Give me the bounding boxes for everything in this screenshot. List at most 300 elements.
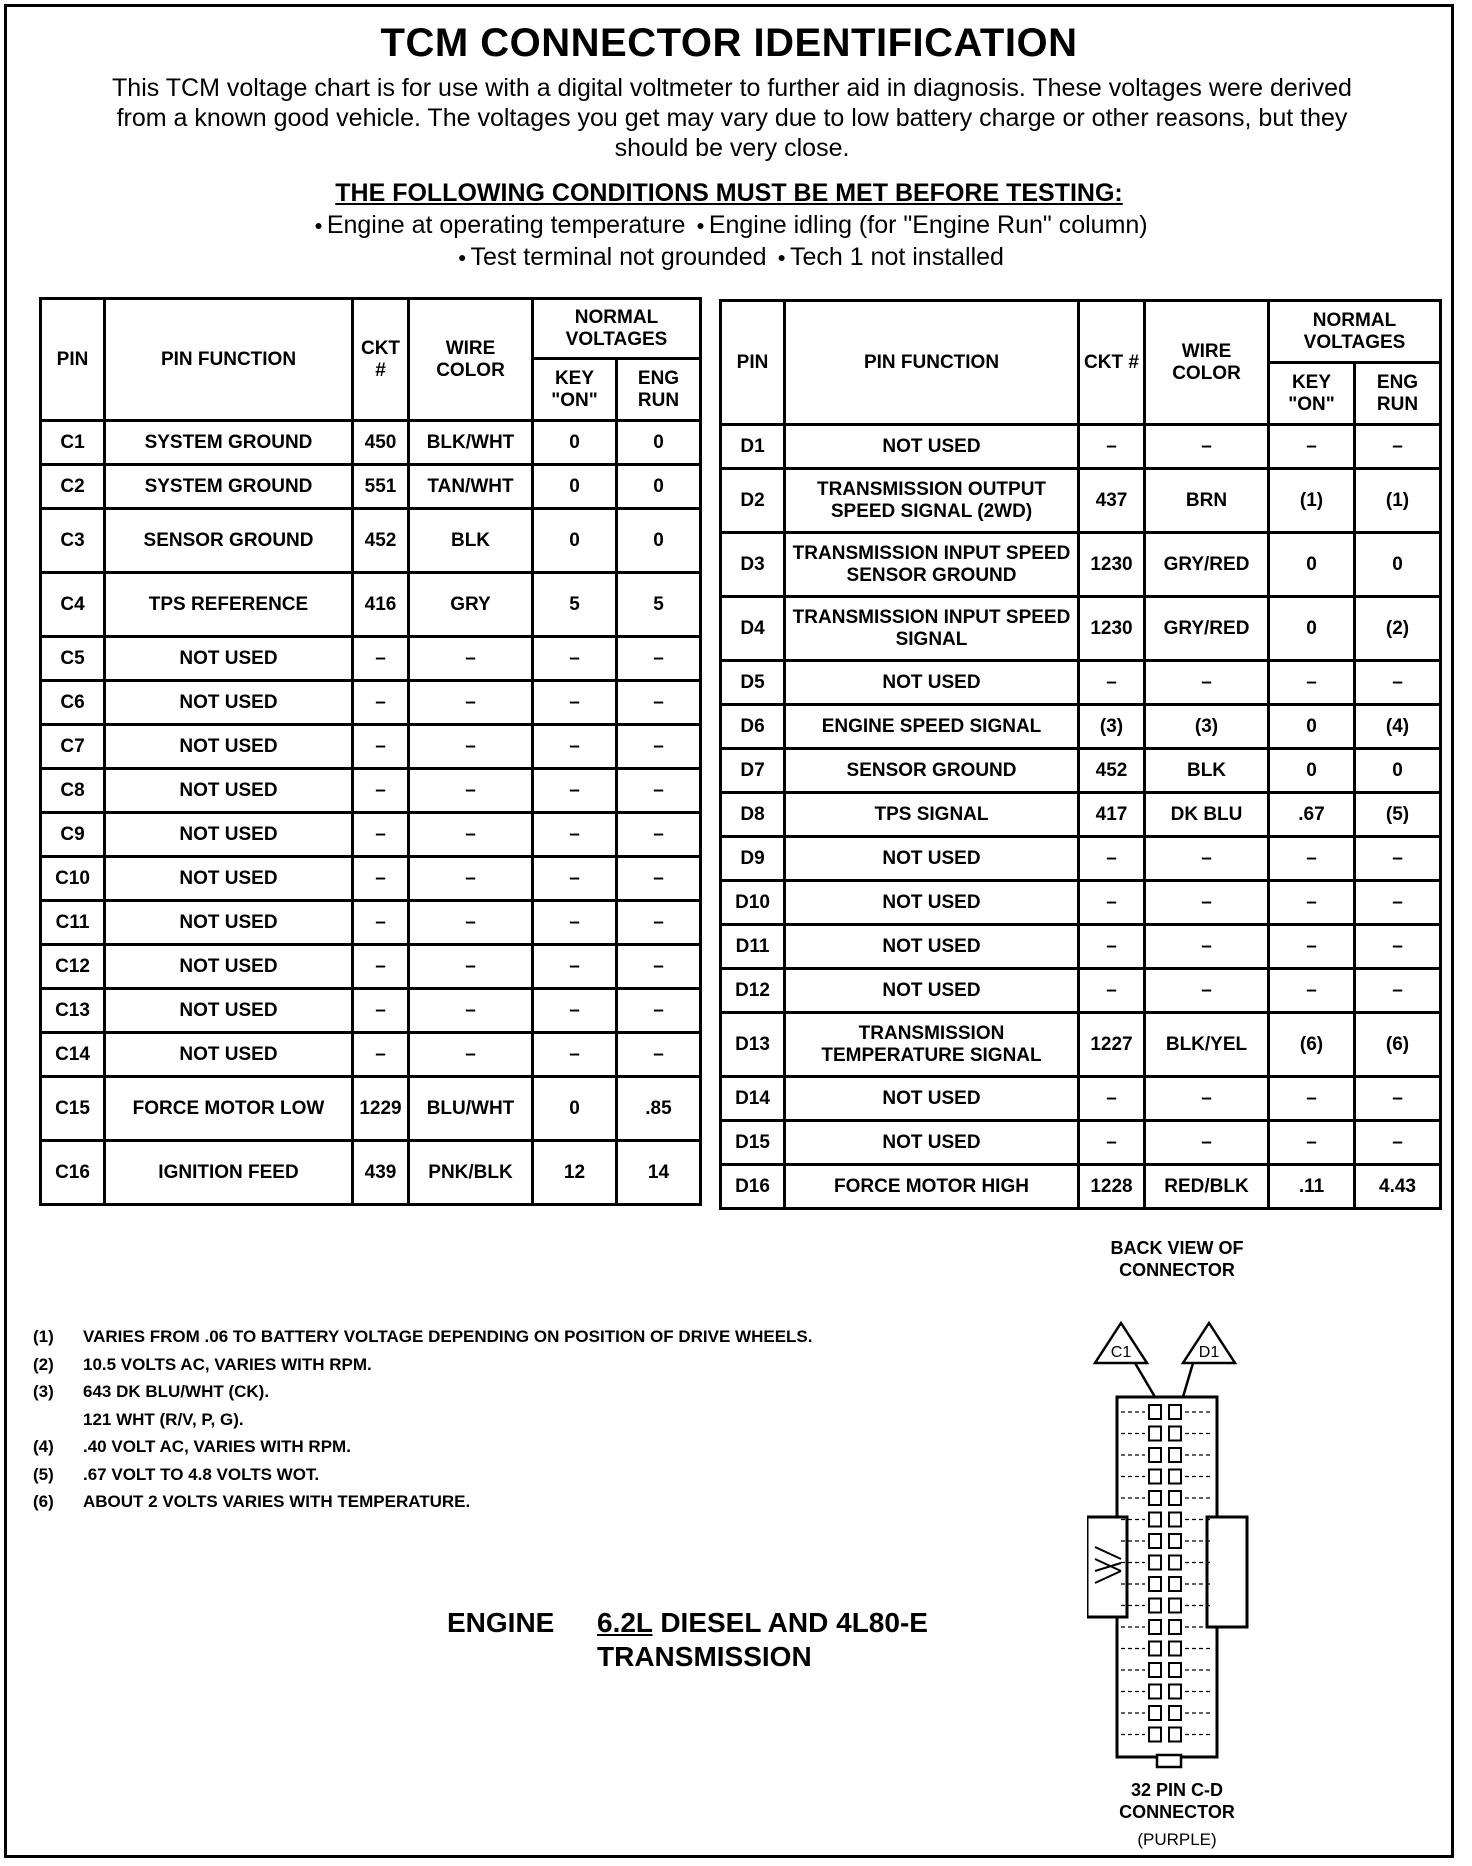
footnote-text: .40 VOLT AC, VARIES WITH RPM. — [83, 1437, 351, 1456]
footnote-text: .67 VOLT TO 4.8 VOLTS WOT. — [83, 1464, 320, 1484]
eng-run-cell: – — [617, 769, 701, 813]
table-row — [41, 813, 701, 857]
header-wire-color: WIRE COLOR — [1145, 301, 1269, 425]
ckt-cell: – — [353, 945, 409, 989]
pin-cell: C6 — [41, 681, 105, 725]
pin-cell: C9 — [41, 813, 105, 857]
key-on-cell: – — [1269, 661, 1355, 705]
condition-item: Engine at operating temperature — [326, 211, 686, 239]
wire-color-cell: GRY — [409, 573, 533, 637]
function-cell: TRANSMISSION TEMPERATURE SIGNAL — [785, 1013, 1079, 1077]
function-cell: TPS REFERENCE — [105, 573, 353, 637]
terminal-c — [1149, 1405, 1161, 1419]
table-row — [41, 989, 701, 1033]
ckt-cell: 450 — [353, 421, 409, 465]
eng-run-cell: – — [617, 725, 701, 769]
terminal-d — [1169, 1599, 1181, 1613]
pin-cell: C16 — [41, 1141, 105, 1205]
wire-color-cell: BLK — [1145, 749, 1269, 793]
engine-transmission: TRANSMISSION — [597, 1641, 812, 1672]
ckt-cell: – — [1079, 1077, 1145, 1121]
wire-color-cell: BLK — [409, 509, 533, 573]
header-ckt: CKT # — [353, 299, 409, 421]
wire-color-cell: – — [1145, 837, 1269, 881]
intro-paragraph: This TCM voltage chart is for use with a digital voltmeter to further aid in diagnosis. These voltages were derived from a known good vehicle. The voltages you get may vary due to low battery charge or other reasons, but they should be very close. — [112, 74, 1352, 162]
terminal-d — [1169, 1663, 1181, 1677]
engine-model — [597, 1607, 928, 1639]
terminal-d — [1169, 1642, 1181, 1656]
pin-cell: D3 — [721, 533, 785, 597]
page-title: TCM CONNECTOR IDENTIFICATION — [380, 21, 1078, 65]
wire-color-cell: – — [1145, 1121, 1269, 1165]
pin-cell: D10 — [721, 881, 785, 925]
wire-color-cell: BRN — [1145, 469, 1269, 533]
ckt-cell: 452 — [353, 509, 409, 573]
eng-run-cell: – — [617, 637, 701, 681]
table-row — [41, 1077, 701, 1141]
key-on-cell: (6) — [1269, 1013, 1355, 1077]
table-row — [721, 469, 1441, 533]
pin-cell: C5 — [41, 637, 105, 681]
ckt-cell: – — [353, 769, 409, 813]
pin-cell: D15 — [721, 1121, 785, 1165]
function-cell: NOT USED — [785, 881, 1079, 925]
conditions-heading-text: THE FOLLOWING CONDITIONS MUST BE MET BEFORE TESTING: — [335, 179, 1123, 207]
eng-run-cell: 0 — [617, 509, 701, 573]
table-row — [721, 1077, 1441, 1121]
eng-run-cell: 0 — [1355, 749, 1441, 793]
eng-run-cell: 0 — [617, 465, 701, 509]
wire-color-cell: GRY/RED — [1145, 597, 1269, 661]
footnote — [33, 1351, 1013, 1379]
ckt-cell: 417 — [1079, 793, 1145, 837]
bullet-icon: ● — [696, 217, 705, 233]
pin-cell: C8 — [41, 769, 105, 813]
back-view-label: BACK VIEW OF CONNECTOR — [1110, 1238, 1244, 1280]
terminal-d — [1169, 1577, 1181, 1591]
wire-color-cell: – — [409, 1033, 533, 1077]
table-row — [721, 881, 1441, 925]
function-cell: NOT USED — [785, 969, 1079, 1013]
function-cell: NOT USED — [785, 837, 1079, 881]
pin-cell: C1 — [41, 421, 105, 465]
function-cell: NOT USED — [785, 1121, 1079, 1165]
footnote — [33, 1323, 1013, 1351]
key-on-cell: – — [533, 813, 617, 857]
footnote-number: (6) — [33, 1492, 54, 1511]
pin-cell: C14 — [41, 1033, 105, 1077]
function-cell: NOT USED — [105, 637, 353, 681]
function-cell: ENGINE SPEED SIGNAL — [785, 705, 1079, 749]
function-cell: FORCE MOTOR HIGH — [785, 1165, 1079, 1209]
eng-run-cell: (5) — [1355, 793, 1441, 837]
terminal-d — [1169, 1427, 1181, 1441]
key-on-cell: – — [1269, 881, 1355, 925]
footnotes — [33, 1323, 1013, 1516]
ckt-cell: 551 — [353, 465, 409, 509]
key-on-cell: – — [1269, 425, 1355, 469]
terminal-d — [1169, 1556, 1181, 1570]
eng-run-cell: – — [617, 901, 701, 945]
function-cell: TRANSMISSION INPUT SPEED SIGNAL — [785, 597, 1079, 661]
header-pin-function: PIN FUNCTION — [785, 301, 1079, 425]
eng-run-cell: – — [617, 989, 701, 1033]
c-pin-table — [39, 297, 702, 1206]
key-on-cell: .67 — [1269, 793, 1355, 837]
function-cell: SENSOR GROUND — [785, 749, 1079, 793]
table-row — [721, 705, 1441, 749]
eng-run-cell: – — [1355, 1121, 1441, 1165]
ckt-cell: 1227 — [1079, 1013, 1145, 1077]
table-row — [721, 749, 1441, 793]
terminal-d — [1169, 1534, 1181, 1548]
terminal-c — [1149, 1513, 1161, 1527]
connector-diagram — [1087, 1307, 1287, 1779]
ckt-cell: – — [353, 989, 409, 1033]
function-cell: TPS SIGNAL — [785, 793, 1079, 837]
ckt-cell: – — [353, 637, 409, 681]
wire-color-cell: – — [1145, 661, 1269, 705]
ckt-cell: 439 — [353, 1141, 409, 1205]
ckt-cell: – — [1079, 661, 1145, 705]
eng-run-cell: – — [617, 681, 701, 725]
function-cell: NOT USED — [785, 925, 1079, 969]
engine-displacement: 6.2L — [597, 1607, 653, 1638]
footnote — [33, 1461, 1013, 1489]
ckt-cell: – — [353, 857, 409, 901]
key-on-cell: – — [533, 1033, 617, 1077]
pin-cell: D2 — [721, 469, 785, 533]
terminal-d — [1169, 1405, 1181, 1419]
key-on-cell: (1) — [1269, 469, 1355, 533]
key-on-cell: – — [533, 945, 617, 989]
function-cell: NOT USED — [105, 1033, 353, 1077]
wire-color-cell: – — [409, 725, 533, 769]
key-on-cell: 0 — [533, 509, 617, 573]
function-cell: SYSTEM GROUND — [105, 421, 353, 465]
pin-c1-callout — [1095, 1323, 1155, 1397]
conditions-heading — [7, 179, 1451, 208]
header-key-on: KEY "ON" — [1269, 363, 1355, 425]
ckt-cell: – — [1079, 1121, 1145, 1165]
table-row — [41, 1141, 701, 1205]
function-cell: TRANSMISSION INPUT SPEED SENSOR GROUND — [785, 533, 1079, 597]
engine-model-rest: DIESEL AND 4L80-E — [660, 1607, 928, 1638]
function-cell: NOT USED — [105, 769, 353, 813]
wire-color-cell: PNK/BLK — [409, 1141, 533, 1205]
key-on-cell: 0 — [533, 1077, 617, 1141]
header-key-on: KEY "ON" — [533, 359, 617, 421]
function-cell: NOT USED — [105, 945, 353, 989]
connector-color: (PURPLE) — [1137, 1830, 1217, 1849]
terminal-c — [1149, 1599, 1161, 1613]
wire-color-cell: – — [409, 681, 533, 725]
eng-run-cell: (6) — [1355, 1013, 1441, 1077]
terminal-c — [1149, 1534, 1161, 1548]
terminal-c — [1149, 1427, 1161, 1441]
table-row — [721, 597, 1441, 661]
engine-label: ENGINE — [447, 1607, 555, 1638]
key-on-cell: – — [533, 989, 617, 1033]
ckt-cell: – — [1079, 881, 1145, 925]
condition-item: Engine idling (for "Engine Run" column) — [708, 211, 1148, 239]
footnote-text: ABOUT 2 VOLTS VARIES WITH TEMPERATURE. — [83, 1492, 471, 1511]
key-on-cell: 0 — [1269, 597, 1355, 661]
c-table-body — [41, 421, 701, 1205]
wire-color-cell: – — [1145, 881, 1269, 925]
terminal-d — [1169, 1448, 1181, 1462]
pin-cell: C15 — [41, 1077, 105, 1141]
eng-run-cell: – — [617, 945, 701, 989]
ckt-cell: – — [1079, 837, 1145, 881]
terminal-c — [1149, 1470, 1161, 1484]
key-on-cell: 0 — [533, 421, 617, 465]
function-cell: TRANSMISSION OUTPUT SPEED SIGNAL (2WD) — [785, 469, 1079, 533]
pin-cell: D8 — [721, 793, 785, 837]
table-row — [41, 681, 701, 725]
function-cell: NOT USED — [105, 725, 353, 769]
wire-color-cell: – — [1145, 925, 1269, 969]
table-row — [721, 661, 1441, 705]
ckt-cell: – — [1079, 425, 1145, 469]
key-on-cell: – — [1269, 1077, 1355, 1121]
wire-color-cell: – — [409, 989, 533, 1033]
table-row — [721, 969, 1441, 1013]
header-ckt: CKT # — [1079, 301, 1145, 425]
eng-run-cell: – — [1355, 661, 1441, 705]
ckt-cell: – — [353, 1033, 409, 1077]
table-row — [721, 425, 1441, 469]
eng-run-cell: (2) — [1355, 597, 1441, 661]
key-on-cell: – — [533, 769, 617, 813]
pin-cell: D12 — [721, 969, 785, 1013]
pin-c1-label: C1 — [1110, 1344, 1132, 1361]
pin-d1-label: D1 — [1198, 1344, 1220, 1361]
footnote — [33, 1406, 1013, 1434]
ckt-cell: – — [353, 681, 409, 725]
terminal-d — [1169, 1728, 1181, 1742]
function-cell: NOT USED — [785, 425, 1079, 469]
eng-run-cell: (4) — [1355, 705, 1441, 749]
terminal-d — [1169, 1620, 1181, 1634]
wire-color-cell: – — [409, 945, 533, 989]
header-wire-color: WIRE COLOR — [409, 299, 533, 421]
function-cell: NOT USED — [105, 813, 353, 857]
condition-item: Test terminal not grounded — [470, 243, 767, 271]
ckt-cell: 1228 — [1079, 1165, 1145, 1209]
table-row — [721, 837, 1441, 881]
pin-cell: D5 — [721, 661, 785, 705]
terminal-d — [1169, 1513, 1181, 1527]
function-cell: NOT USED — [105, 901, 353, 945]
eng-run-cell: – — [1355, 969, 1441, 1013]
key-on-cell: 5 — [533, 573, 617, 637]
table-row — [721, 1165, 1441, 1209]
eng-run-cell: .85 — [617, 1077, 701, 1141]
footnote-text: 121 WHT (R/V, P, G). — [83, 1409, 244, 1429]
pin-cell: D7 — [721, 749, 785, 793]
connector-key-tab — [1157, 1755, 1181, 1767]
terminal-c — [1149, 1663, 1161, 1677]
terminal-d — [1169, 1706, 1181, 1720]
wire-color-cell: RED/BLK — [1145, 1165, 1269, 1209]
table-row — [721, 1013, 1441, 1077]
ckt-cell: 452 — [1079, 749, 1145, 793]
document-page — [4, 4, 1454, 1858]
wire-color-cell: (3) — [1145, 705, 1269, 749]
key-on-cell: 0 — [1269, 749, 1355, 793]
eng-run-cell: – — [1355, 881, 1441, 925]
ckt-cell: (3) — [1079, 705, 1145, 749]
eng-run-cell: 0 — [617, 421, 701, 465]
key-on-cell: 0 — [1269, 705, 1355, 749]
key-on-cell: – — [533, 901, 617, 945]
ckt-cell: 1229 — [353, 1077, 409, 1141]
footnote-number: (4) — [33, 1437, 54, 1456]
function-cell: SENSOR GROUND — [105, 509, 353, 573]
terminal-c — [1149, 1685, 1161, 1699]
key-on-cell: – — [1269, 837, 1355, 881]
pin-cell: D4 — [721, 597, 785, 661]
wire-color-cell: – — [409, 769, 533, 813]
terminal-d — [1169, 1491, 1181, 1505]
wire-color-cell: BLU/WHT — [409, 1077, 533, 1141]
key-on-cell: – — [533, 725, 617, 769]
pin-cell: C7 — [41, 725, 105, 769]
ckt-cell: – — [1079, 925, 1145, 969]
pin-cell: D16 — [721, 1165, 785, 1209]
pin-cell: C12 — [41, 945, 105, 989]
bullet-icon: ● — [777, 249, 786, 265]
function-cell: NOT USED — [785, 661, 1079, 705]
key-on-cell: – — [533, 637, 617, 681]
pin-cell: C2 — [41, 465, 105, 509]
header-pin-function: PIN FUNCTION — [105, 299, 353, 421]
footnote-number: (5) — [33, 1464, 54, 1484]
header-normal-voltages: NORMAL VOLTAGES — [1269, 301, 1441, 363]
wire-color-cell: BLK/WHT — [409, 421, 533, 465]
bullet-icon: ● — [314, 217, 323, 233]
pin-d1-callout — [1183, 1323, 1235, 1397]
header-normal-voltages: NORMAL VOLTAGES — [533, 299, 701, 359]
key-on-cell: – — [1269, 1121, 1355, 1165]
eng-run-cell: – — [617, 813, 701, 857]
table-row — [721, 533, 1441, 597]
ckt-cell: 1230 — [1079, 533, 1145, 597]
key-on-cell: .11 — [1269, 1165, 1355, 1209]
footnote — [33, 1488, 1013, 1516]
wire-color-cell: – — [409, 857, 533, 901]
wire-color-cell: – — [1145, 425, 1269, 469]
terminal-c — [1149, 1491, 1161, 1505]
pin-cell: C11 — [41, 901, 105, 945]
wire-color-cell: – — [409, 813, 533, 857]
d-pin-table — [719, 299, 1442, 1210]
wire-color-cell: – — [409, 637, 533, 681]
table-row — [41, 769, 701, 813]
header-eng-run: ENG RUN — [617, 359, 701, 421]
footnote-number: (1) — [33, 1327, 54, 1346]
key-on-cell: – — [533, 681, 617, 725]
table-row — [41, 573, 701, 637]
table-row — [41, 1033, 701, 1077]
terminal-c — [1149, 1706, 1161, 1720]
connector-housing — [1117, 1397, 1217, 1757]
table-row — [721, 1121, 1441, 1165]
ckt-cell: – — [353, 725, 409, 769]
ckt-cell: 416 — [353, 573, 409, 637]
eng-run-cell: – — [1355, 925, 1441, 969]
pin-cell: D14 — [721, 1077, 785, 1121]
wire-color-cell: GRY/RED — [1145, 533, 1269, 597]
connector-caption — [1087, 1779, 1267, 1851]
function-cell: NOT USED — [105, 681, 353, 725]
table-row — [41, 945, 701, 989]
table-row — [41, 901, 701, 945]
pin-cell: D13 — [721, 1013, 785, 1077]
pin-cell: C10 — [41, 857, 105, 901]
wire-color-cell: – — [409, 901, 533, 945]
terminal-d — [1169, 1470, 1181, 1484]
function-cell: NOT USED — [105, 989, 353, 1033]
function-cell: IGNITION FEED — [105, 1141, 353, 1205]
pin-cell: D1 — [721, 425, 785, 469]
table-row — [41, 465, 701, 509]
connector-latch-right — [1207, 1517, 1247, 1627]
eng-run-cell: 0 — [1355, 533, 1441, 597]
footnote — [33, 1378, 1013, 1406]
ckt-cell: 1230 — [1079, 597, 1145, 661]
table-row — [721, 793, 1441, 837]
eng-run-cell: – — [1355, 425, 1441, 469]
pin-cell: C13 — [41, 989, 105, 1033]
eng-run-cell: – — [617, 1033, 701, 1077]
terminal-c — [1149, 1728, 1161, 1742]
table-row — [41, 637, 701, 681]
eng-run-cell: 14 — [617, 1141, 701, 1205]
header-pin: PIN — [721, 301, 785, 425]
pin-cell: C3 — [41, 509, 105, 573]
key-on-cell: 12 — [533, 1141, 617, 1205]
d-table-body — [721, 425, 1441, 1209]
eng-run-cell: – — [1355, 837, 1441, 881]
terminal-c — [1149, 1620, 1161, 1634]
eng-run-cell: – — [617, 857, 701, 901]
key-on-cell: – — [1269, 925, 1355, 969]
function-cell: FORCE MOTOR LOW — [105, 1077, 353, 1141]
table-row — [41, 857, 701, 901]
condition-item: Tech 1 not installed — [789, 243, 1004, 271]
terminal-c — [1149, 1577, 1161, 1591]
wire-color-cell: – — [1145, 969, 1269, 1013]
wire-color-cell: – — [1145, 1077, 1269, 1121]
ckt-cell: – — [353, 813, 409, 857]
footnote-number: (3) — [33, 1382, 54, 1401]
key-on-cell: – — [1269, 969, 1355, 1013]
pin-cell: C4 — [41, 573, 105, 637]
ckt-cell: 437 — [1079, 469, 1145, 533]
ckt-cell: – — [353, 901, 409, 945]
connector-body — [1087, 1397, 1247, 1767]
wire-color-cell: DK BLU — [1145, 793, 1269, 837]
table-row — [41, 725, 701, 769]
pin-cell: D9 — [721, 837, 785, 881]
wire-color-cell: TAN/WHT — [409, 465, 533, 509]
function-cell: NOT USED — [785, 1077, 1079, 1121]
pin-cell: D6 — [721, 705, 785, 749]
terminal-d — [1169, 1685, 1181, 1699]
key-on-cell: 0 — [1269, 533, 1355, 597]
